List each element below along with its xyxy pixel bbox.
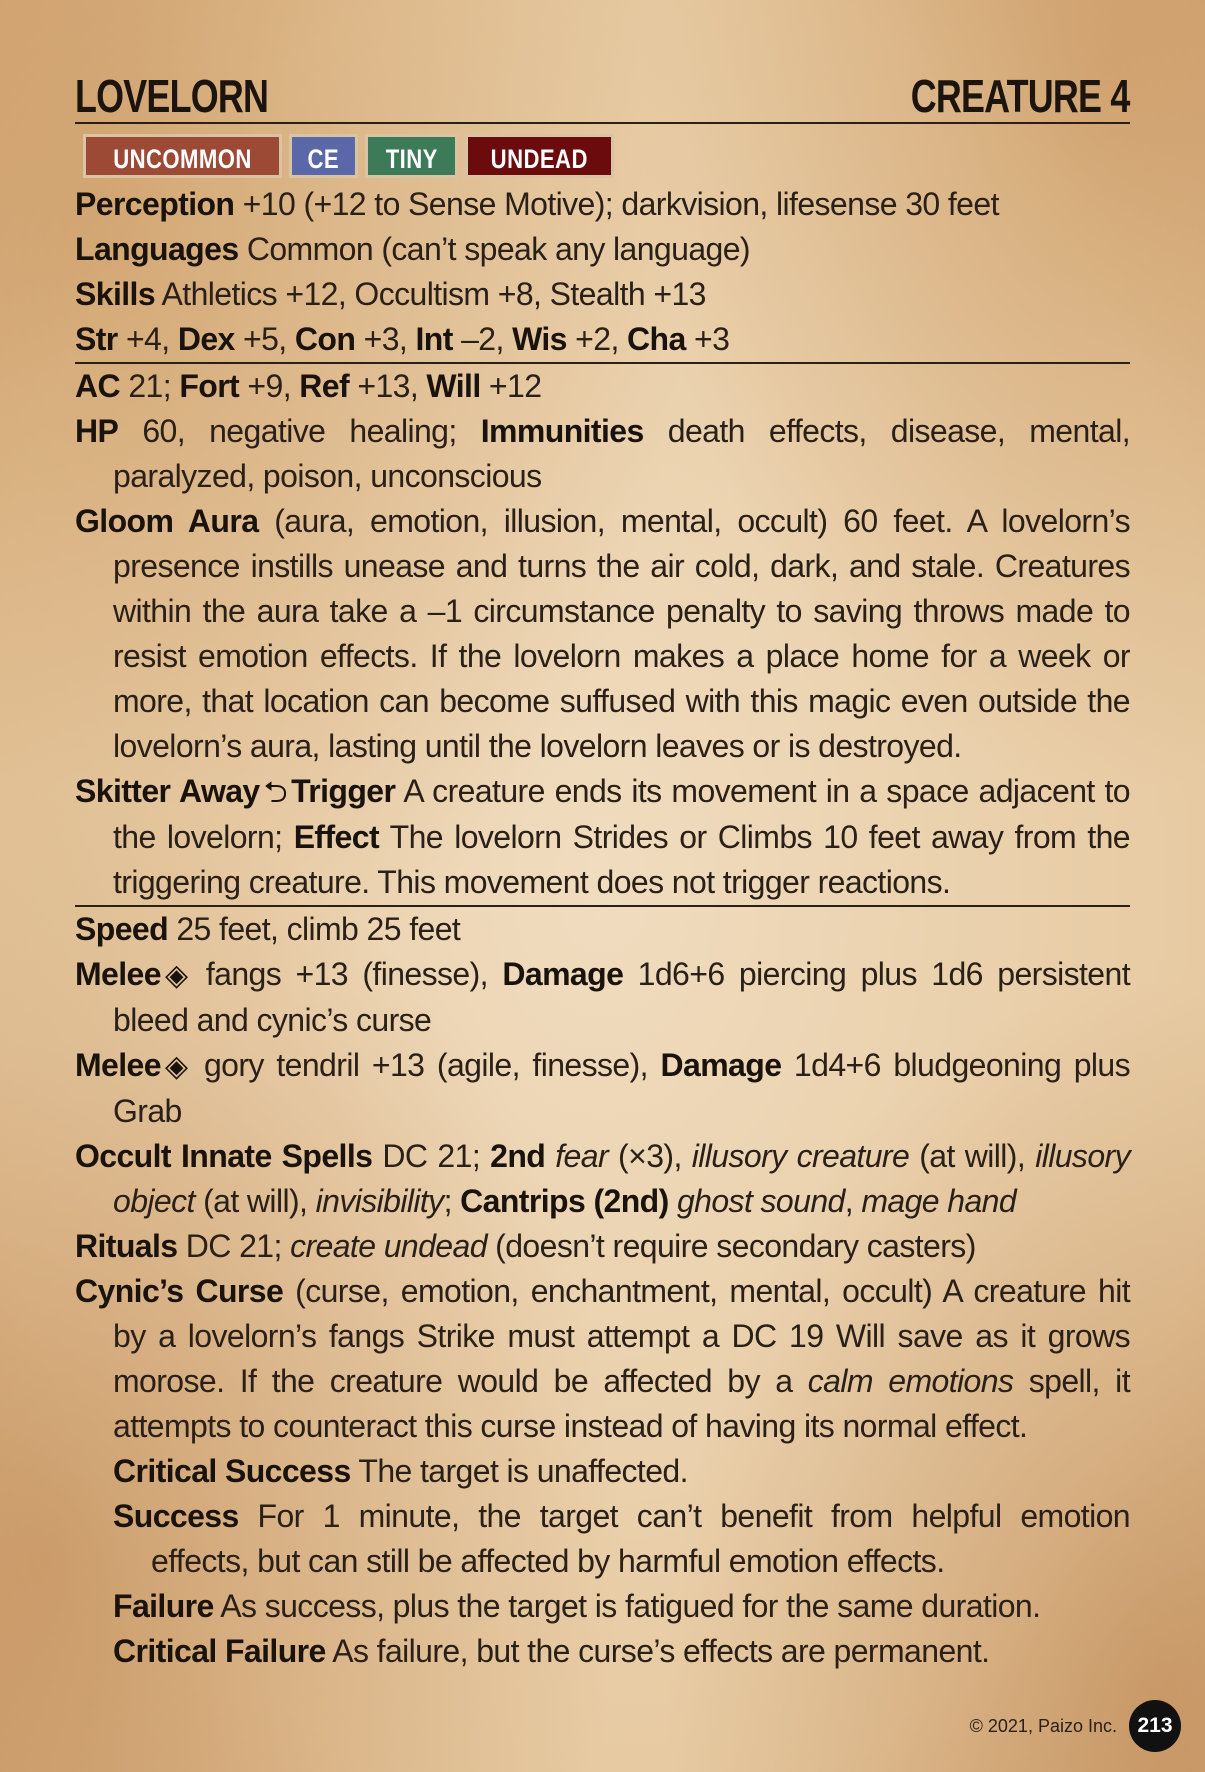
critical-failure-outcome: Critical Failure As failure, but the curse’s effects are permanent. xyxy=(113,1633,990,1669)
failure-outcome: Failure As success, plus the target is fatigued for the same duration. xyxy=(113,1588,1041,1624)
page-footer xyxy=(970,1700,1181,1752)
skills-line: Skills Athletics +12, Occultism +8, Stealth +13 xyxy=(75,276,706,312)
trait-undead: UNDEAD xyxy=(465,134,614,178)
single-action-icon: ◈ xyxy=(164,1050,188,1083)
speed-line: Speed 25 feet, climb 25 feet xyxy=(75,911,461,947)
creature-level: CREATURE 4 xyxy=(911,70,1130,122)
trait-list xyxy=(83,134,1130,178)
innate-spells: Occult Innate Spells DC 21; 2nd fear (×3), illusory creature (at will), illusory object (at will), invisibility; Cantrips (2nd) ghost sound, mage hand xyxy=(75,1138,1130,1219)
defenses-line: AC 21; Fort +9, Ref +13, Will +12 xyxy=(75,368,542,404)
reaction-icon: ⮌ xyxy=(263,776,288,809)
cynics-curse-ability: Cynic’s Curse (curse, emotion, enchantment, mental, occult) A creature hit by a lovelorn’s fangs Strike must attempt a DC 19 Will save as it grows morose. If the creature would be affected by a calm emotions spell, it attempts to counteract this curse instead of having its normal effect. xyxy=(75,1273,1131,1444)
melee-fangs: Melee ◈ fangs +13 (finesse), Damage 1d6+6 piercing plus 1d6 persistent bleed and cynic’s curse xyxy=(75,956,1130,1038)
title-row xyxy=(75,66,1130,124)
success-outcome: Success For 1 minute, the target can’t benefit from helpful emotion effects, but can still be affected by harmful emotion effects. xyxy=(113,1498,1130,1579)
trait-uncommon: UNCOMMON xyxy=(83,134,282,178)
hp-line: HP 60, negative healing; Immunities death effects, disease, mental, paralyzed, poison, unconscious xyxy=(75,413,1130,494)
critical-success-outcome: Critical Success The target is unaffected. xyxy=(113,1453,688,1489)
copyright-notice: © 2021, Paizo Inc. xyxy=(969,1715,1117,1736)
languages-line: Languages Common (can’t speak any language) xyxy=(75,231,750,267)
single-action-icon: ◈ xyxy=(164,959,188,992)
creature-name: LOVELORN xyxy=(75,70,269,122)
skitter-away-ability: Skitter Away ⮌ Trigger A creature ends its movement in a space adjacent to the lovelorn; Effect The lovelorn Strides or Climbs 10 feet away from the triggering creature. This movement does not trigger reactions. xyxy=(75,769,1130,907)
trait-size: TINY xyxy=(365,134,459,178)
trait-alignment: CE xyxy=(289,134,358,178)
rituals-line: Rituals DC 21; create undead (doesn’t require secondary casters) xyxy=(75,1228,976,1264)
stat-block xyxy=(75,66,1130,1674)
gloom-aura-ability: Gloom Aura (aura, emotion, illusion, mental, occult) 60 feet. A lovelorn’s presence instills unease and turns the air cold, dark, and stale. Creatures within the aura take a –1 circumstance penalty to saving throws made to resist emotion effects. If the lovelorn makes a place home for a week or more, that location can become suffused with this magic even outside the lovelorn’s aura, lasting until the lovelorn leaves or is destroyed. xyxy=(75,503,1130,764)
melee-gory-tendril: Melee ◈ gory tendril +13 (agile, finesse), Damage 1d4+6 bludgeoning plus Grab xyxy=(75,1047,1130,1129)
page-number: 213 xyxy=(1129,1700,1181,1752)
perception-line: Perception +10 (+12 to Sense Motive); darkvision, lifesense 30 feet xyxy=(75,186,999,222)
ability-scores-line: Str +4, Dex +5, Con +3, Int –2, Wis +2, Cha +3 xyxy=(75,317,1130,364)
